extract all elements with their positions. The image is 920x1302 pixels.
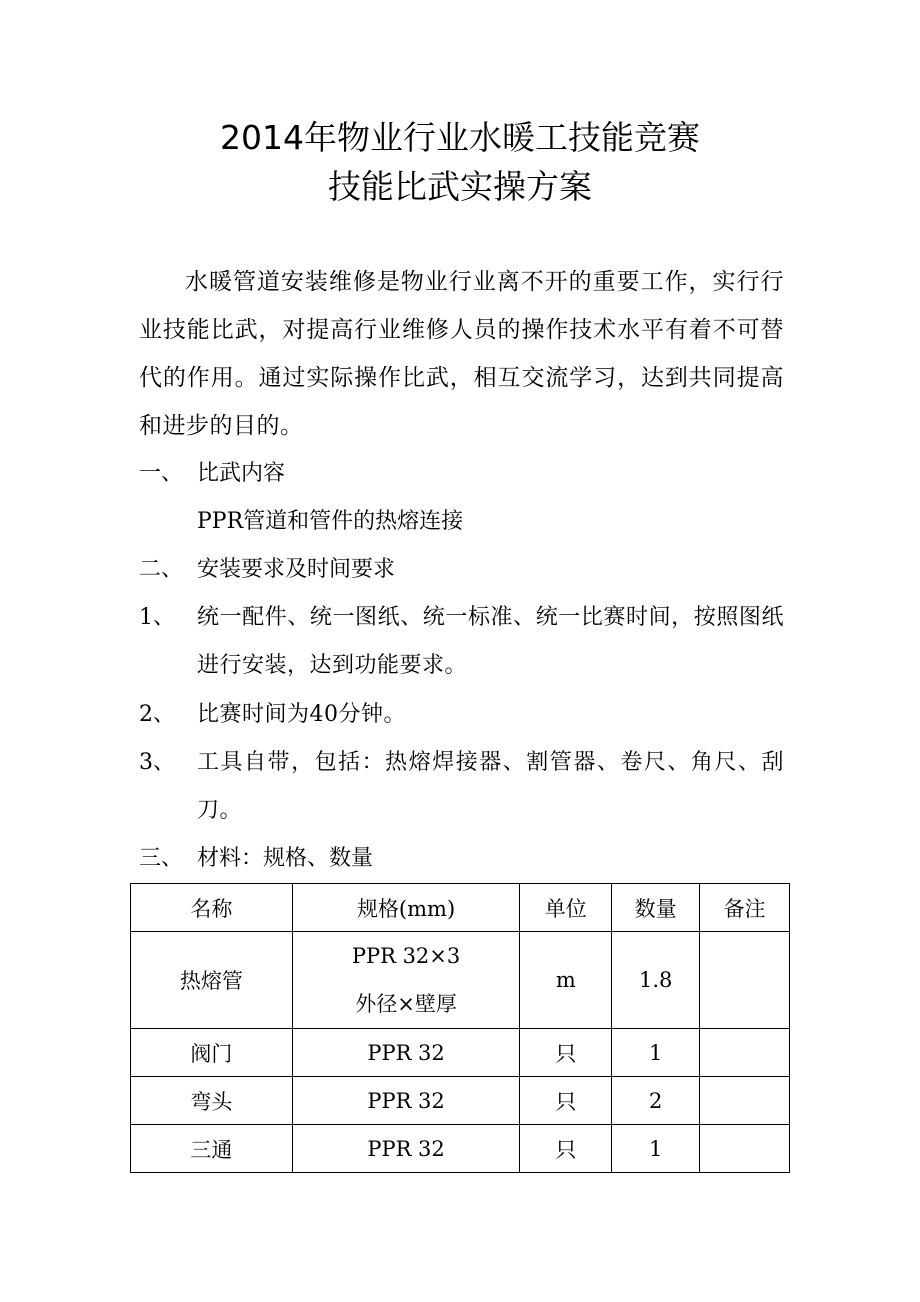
document-title-line1: 2014年物业行业水暖工技能竞赛 (220, 118, 700, 157)
table-header-cell: 备注 (700, 884, 790, 932)
section-number: 二、 (139, 557, 184, 582)
list-item-text: 工具自带，包括：热熔焊接器、割管器、卷尺、角尺、刮刀。 (197, 750, 784, 823)
table-cell-unit: m (520, 932, 612, 1029)
list-item-text: 比赛时间为40分钟。 (197, 702, 406, 727)
table-cell-name: 热熔管 (131, 932, 293, 1029)
table-cell-note (700, 1125, 790, 1173)
table-header-cell: 单位 (520, 884, 612, 932)
section-number: 一、 (139, 461, 184, 486)
section-heading-2 (139, 555, 395, 585)
table-cell-name: 三通 (131, 1125, 293, 1173)
materials-table (130, 883, 790, 1173)
table-cell-spec: PPR 32 (292, 1077, 520, 1125)
table-row (131, 1029, 790, 1077)
list-item-number: 1、 (139, 605, 175, 630)
table-cell-note (700, 932, 790, 1029)
table-cell-spec (292, 932, 520, 1029)
section-heading-3 (139, 844, 373, 874)
table-cell-qty: 1 (612, 1125, 700, 1173)
section-title: 安装要求及时间要求 (197, 557, 396, 582)
section-title: 材料：规格、数量 (197, 846, 374, 871)
spec-line: 外径×壁厚 (355, 992, 457, 1016)
table-cell-qty: 2 (612, 1077, 700, 1125)
table-cell-unit: 只 (520, 1029, 612, 1077)
list-item-number: 2、 (139, 702, 175, 727)
list-item (139, 739, 784, 835)
list-item (139, 691, 784, 739)
table-cell-name: 弯头 (131, 1077, 293, 1125)
table-cell-spec: PPR 32 (292, 1029, 520, 1077)
section-number: 三、 (139, 846, 184, 871)
table-cell-spec: PPR 32 (292, 1125, 520, 1173)
list-item-text: 统一配件、统一图纸、统一标准、统一比赛时间，按照图纸进行安装，达到功能要求。 (197, 605, 784, 678)
table-header-cell: 规格(mm) (292, 884, 520, 932)
section-heading-1 (139, 459, 285, 489)
table-cell-unit: 只 (520, 1125, 612, 1173)
table-cell-unit: 只 (520, 1077, 612, 1125)
table-row (131, 932, 790, 1029)
list-item (139, 594, 784, 690)
table-header-row (131, 884, 790, 932)
spec-line: PPR 32×3 (351, 944, 461, 968)
intro-paragraph: 水暖管道安装维修是物业行业离不开的重要工作，实行行业技能比武，对提高行业维修人员的操作技术水平有着不可替代的作用。通过实际操作比武，相互交流学习，达到共同提高和进步的目的。 (139, 269, 784, 439)
table-cell-qty: 1.8 (612, 932, 700, 1029)
table-row (131, 1077, 790, 1125)
table-header-cell: 名称 (131, 884, 293, 932)
section-title: 比武内容 (197, 461, 286, 486)
list-item-number: 3、 (139, 750, 175, 775)
table-cell-name: 阀门 (131, 1029, 293, 1077)
table-header-cell: 数量 (612, 884, 700, 932)
table-row (131, 1125, 790, 1173)
document-title-line2: 技能比武实操方案 (328, 167, 592, 206)
section-1-content: PPR管道和管件的热熔连接 (197, 509, 464, 534)
table-cell-note (700, 1029, 790, 1077)
table-cell-note (700, 1077, 790, 1125)
table-cell-qty: 1 (612, 1029, 700, 1077)
